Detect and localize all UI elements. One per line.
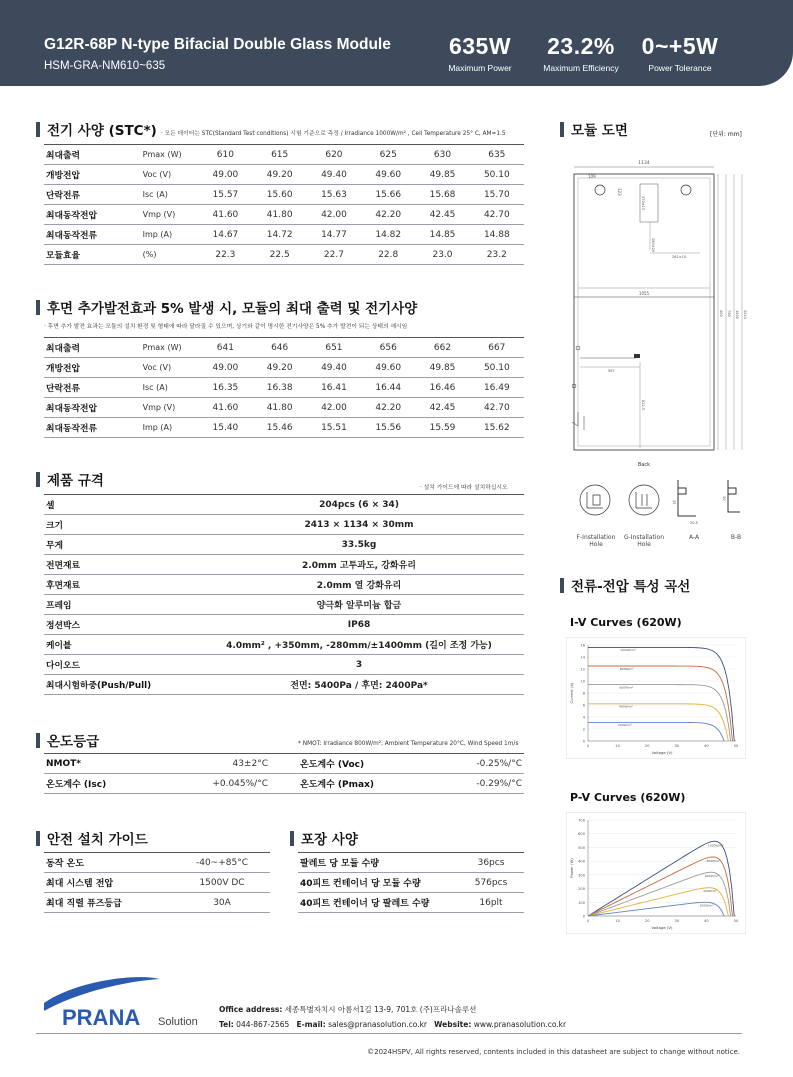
header-banner	[0, 0, 793, 86]
table-row	[44, 378, 524, 398]
row-unit: (%)	[141, 245, 199, 265]
svg-text:822.5: 822.5	[641, 400, 645, 411]
svg-text:35: 35	[672, 500, 676, 505]
row-label: 개방전압	[44, 358, 141, 378]
y-tick-label: 10	[580, 679, 585, 684]
svg-text:400: 400	[719, 310, 723, 317]
iv-chart	[566, 637, 746, 759]
value-cell: 656	[361, 338, 415, 358]
y-tick-label: 14	[580, 655, 585, 660]
row-unit: Imp (A)	[141, 418, 199, 438]
x-tick-label: 40	[704, 744, 709, 748]
value-cell: 14.82	[361, 225, 415, 245]
svg-text:Solution: Solution	[158, 1016, 198, 1028]
safety-section-heading: 안전 설치 가이드	[36, 828, 148, 848]
value-cell: 625	[361, 145, 415, 165]
row-unit: Voc (V)	[141, 358, 199, 378]
value-cell: 49.40	[307, 165, 361, 185]
value-cell: 14.88	[470, 225, 524, 245]
bifacial-note: · 후면 추가 발전 효과는 모듈의 설치 환경 및 형태에 따라 달라질 수 있으며, 상기와 같이 명시한 전기사양은 5% 추가 발전이 되는 상태의 예시임	[44, 324, 408, 330]
row-label: 무게	[44, 535, 194, 555]
y-tick-label: 2	[582, 727, 585, 732]
bifacial-spec-table	[44, 337, 524, 438]
row-value: 양극화 알루미늄 합금	[194, 595, 524, 615]
value-cell: 49.85	[415, 358, 469, 378]
row-value: 2.0mm 열 강화유리	[194, 575, 524, 595]
table-row	[44, 615, 524, 635]
g-hole-detail	[629, 485, 659, 515]
electrical-spec-table	[44, 144, 524, 265]
row-label: 크기	[44, 515, 194, 535]
value-cell: 49.00	[198, 358, 252, 378]
row-label: 후면재료	[44, 575, 194, 595]
value-cell: 635	[470, 145, 524, 165]
series-label: 200W/m²	[699, 903, 714, 908]
pv-chart	[566, 812, 746, 934]
x-tick-label: 10	[615, 919, 620, 923]
y-tick-label: 200	[578, 887, 585, 892]
email-link[interactable]: sales@pranasolution.co.kr	[328, 1020, 427, 1029]
row-label: 전면재료	[44, 555, 194, 575]
value-cell: 15.66	[361, 185, 415, 205]
f-hole-detail	[580, 485, 610, 515]
value-cell: 41.80	[253, 398, 307, 418]
x-tick-label: 30	[674, 919, 680, 923]
row-unit: Voc (V)	[141, 165, 199, 185]
value-cell: 662	[415, 338, 469, 358]
y-tick-label: 600	[578, 832, 585, 837]
value-cell: 15.62	[470, 418, 524, 438]
g-hole-label: G-Installation Hole	[623, 534, 665, 548]
footer-divider	[36, 1033, 742, 1034]
svg-text:PRANA: PRANA	[62, 1005, 141, 1030]
svg-text:261±10: 261±10	[672, 255, 687, 259]
value-cell: 42.45	[415, 398, 469, 418]
product-model: HSM-GRA-NM610~635	[44, 60, 166, 72]
y-tick-label: 6	[582, 703, 585, 708]
value-cell: 42.00	[307, 205, 361, 225]
table-row: 40피트 컨테이너 당 팔레트 수량 16plt	[298, 893, 524, 913]
f-hole-label: F-Installation Hole	[576, 534, 616, 548]
row-label: 최대시험하중(Push/Pull)	[44, 675, 194, 695]
value-cell: 49.60	[361, 165, 415, 185]
series-label: 600W/m²	[704, 873, 719, 878]
aa-label: A-A	[688, 534, 700, 541]
x-axis-label: Voltage (V)	[651, 750, 673, 755]
spec-max-power: 635W Maximum Power	[448, 33, 512, 73]
table-row	[44, 185, 524, 205]
value-cell: 49.40	[307, 358, 361, 378]
series-label: 1000W/m²	[620, 648, 636, 653]
section-b-b	[722, 480, 740, 512]
table-row	[44, 555, 524, 575]
table-row	[44, 165, 524, 185]
svg-text:567: 567	[608, 369, 615, 373]
value-cell: 49.60	[361, 358, 415, 378]
value-cell: 15.70	[470, 185, 524, 205]
electrical-section-heading: 전기 사양 (STC*) · 모든 데이터는 STC(Standard Test conditions) 시험 기준으로 측정 / Irradiance 1000W/m² , Cell Temperature 25° C, AM=1.5	[36, 119, 506, 139]
row-label: 정션박스	[44, 615, 194, 635]
table-row	[44, 245, 524, 265]
y-axis-label: Power (W)	[569, 858, 574, 878]
temperature-table	[44, 753, 524, 794]
value-cell: 15.51	[307, 418, 361, 438]
series-label: 800W/m²	[706, 858, 721, 863]
value-cell: 16.44	[361, 378, 415, 398]
table-row	[44, 575, 524, 595]
value-cell: 23.0	[415, 245, 469, 265]
row-label: 프레임	[44, 595, 194, 615]
table-row	[44, 495, 524, 515]
y-tick-label: 100	[578, 900, 585, 905]
section-a-a	[672, 480, 698, 525]
series-label: 200W/m²	[617, 723, 632, 728]
x-tick-label: 0	[586, 919, 590, 923]
value-cell: 15.46	[253, 418, 307, 438]
spec-max-efficiency: 23.2% Maximum Efficiency	[543, 33, 619, 73]
x-axis-label: Voltage (V)	[651, 925, 673, 930]
value-cell: 620	[307, 145, 361, 165]
drawing-unit: [단위: mm]	[710, 131, 742, 138]
value-cell: 50.10	[470, 165, 524, 185]
product-section-heading: 제품 규격	[36, 469, 104, 489]
value-cell: 42.20	[361, 205, 415, 225]
value-cell: 651	[307, 338, 361, 358]
website-link[interactable]: www.pranasolution.co.kr	[473, 1020, 567, 1029]
row-unit: Isc (A)	[141, 378, 199, 398]
svg-text:1055: 1055	[638, 291, 650, 296]
value-cell: 16.35	[198, 378, 252, 398]
series-label: 1000W/m²	[707, 843, 724, 848]
value-cell: 667	[470, 338, 524, 358]
y-tick-label: 400	[578, 859, 585, 864]
back-label: Back	[637, 462, 651, 468]
row-label: 다이오드	[44, 655, 194, 675]
table-row: 40피트 컨테이너 당 모듈 수량 576pcs	[298, 873, 524, 893]
svg-text:30: 30	[722, 496, 726, 501]
value-cell: 15.56	[361, 418, 415, 438]
value-cell: 49.20	[253, 358, 307, 378]
table-row	[44, 418, 524, 438]
value-cell: 14.85	[415, 225, 469, 245]
svg-text:370±15: 370±15	[641, 196, 645, 211]
value-cell: 14.77	[307, 225, 361, 245]
value-cell: 22.7	[307, 245, 361, 265]
series-label: 800W/m²	[619, 666, 634, 671]
value-cell: 16.46	[415, 378, 469, 398]
row-value: IP68	[194, 615, 524, 635]
y-tick-label: 300	[578, 873, 585, 878]
x-tick-label: 20	[644, 744, 650, 748]
footer-contact: Tel: 044-867-2565 E-mail: sales@pranasolution.co.kr Website: www.pranasolution.co.kr	[219, 1020, 567, 1029]
row-label: 최대출력	[44, 338, 141, 358]
value-cell: 16.41	[307, 378, 361, 398]
table-row: 최대 시스템 전압 1500V DC	[44, 873, 270, 893]
bifacial-section-heading: 후면 추가발전효과 5% 발생 시, 모듈의 최대 출력 및 전기사양	[36, 297, 417, 317]
x-tick-label: 50	[733, 919, 739, 923]
spec-power-tolerance: 0~+5W Power Tolerance	[641, 33, 719, 73]
footer-address: Office address: 세종특별자치시 아름서1길 13-9, 701호 (주)프라나솔루션	[219, 1005, 477, 1014]
row-unit: Imp (A)	[141, 225, 199, 245]
row-label: 최대동작전압	[44, 398, 141, 418]
packing-table	[298, 852, 524, 913]
value-cell: 50.10	[470, 358, 524, 378]
table-row	[44, 205, 524, 225]
table-row	[44, 398, 524, 418]
y-tick-label: 0	[582, 914, 585, 919]
x-tick-label: 20	[644, 919, 650, 923]
value-cell: 42.45	[415, 205, 469, 225]
value-cell: 641	[198, 338, 252, 358]
value-cell: 14.67	[198, 225, 252, 245]
row-label: 최대동작전류	[44, 225, 141, 245]
table-row: 최대 직렬 퓨즈등급 30A	[44, 893, 270, 913]
table-row	[44, 338, 524, 358]
table-row	[44, 515, 524, 535]
value-cell: 14.72	[253, 225, 307, 245]
row-unit: Pmax (W)	[141, 145, 199, 165]
row-value: 전면: 5400Pa / 후면: 2400Pa*	[194, 675, 524, 695]
product-title: G12R-68P N-type Bifacial Double Glass Module	[44, 36, 391, 53]
series-label: 600W/m²	[619, 685, 634, 690]
row-value: 2413 × 1134 × 30mm	[194, 515, 524, 535]
packing-section-heading: 포장 사양	[290, 828, 358, 848]
value-cell: 41.60	[198, 205, 252, 225]
y-axis-label: Current (A)	[569, 682, 574, 704]
value-cell: 22.3	[198, 245, 252, 265]
value-cell: 646	[253, 338, 307, 358]
x-tick-label: 40	[704, 919, 709, 923]
y-tick-label: 4	[582, 715, 585, 720]
table-row: 동작 온도 -40~+85°C	[44, 853, 270, 873]
svg-text:790: 790	[727, 310, 731, 317]
value-cell: 42.70	[470, 398, 524, 418]
temperature-note: * NMOT: Irradiance 800W/m², Ambient Temperature 20°C, Wind Speed 1m/s	[298, 741, 519, 747]
value-cell: 15.63	[307, 185, 361, 205]
table-row	[44, 675, 524, 695]
svg-text:20.5: 20.5	[690, 521, 698, 525]
y-tick-label: 0	[582, 739, 585, 744]
svg-text:123: 123	[617, 188, 622, 196]
row-value: 2.0mm 고투과도, 강화유리	[194, 555, 524, 575]
safety-table	[44, 852, 270, 913]
value-cell: 22.8	[361, 245, 415, 265]
series-label: 400W/m²	[618, 704, 633, 709]
row-label: 최대출력	[44, 145, 141, 165]
chart-frame	[566, 637, 746, 759]
value-cell: 23.2	[470, 245, 524, 265]
series-label: 400W/m²	[703, 888, 717, 893]
value-cell: 22.5	[253, 245, 307, 265]
x-tick-label: 0	[586, 744, 590, 748]
svg-text:280±20: 280±20	[651, 238, 655, 253]
table-row	[44, 635, 524, 655]
table-row: 팔레트 당 모듈 수량 36pcs	[298, 853, 524, 873]
row-label: 최대동작전류	[44, 418, 141, 438]
product-note: · 설치 가이드에 따라 설치하십시오	[420, 485, 508, 491]
table-row	[44, 595, 524, 615]
module-drawing	[560, 150, 755, 550]
y-tick-label: 16	[580, 643, 585, 648]
x-tick-label: 30	[674, 744, 680, 748]
y-tick-label: 12	[580, 667, 585, 672]
y-tick-label: 500	[578, 845, 585, 850]
row-label: 단락전류	[44, 378, 141, 398]
y-tick-label: 700	[578, 818, 585, 823]
x-tick-label: 50	[733, 744, 739, 748]
table-row	[44, 225, 524, 245]
row-label: 셀	[44, 495, 194, 515]
pv-chart-title: P-V Curves (620W)	[570, 791, 686, 804]
dim-width: 1134	[638, 161, 650, 166]
prana-logo	[36, 975, 216, 1035]
value-cell: 16.38	[253, 378, 307, 398]
row-unit: Vmp (V)	[141, 398, 199, 418]
row-value: 204pcs (6 × 34)	[194, 495, 524, 515]
table-row	[44, 145, 524, 165]
row-unit: Pmax (W)	[141, 338, 199, 358]
x-tick-label: 10	[615, 744, 620, 748]
value-cell: 15.68	[415, 185, 469, 205]
value-cell: 49.00	[198, 165, 252, 185]
temperature-section-heading: 온도등급	[36, 730, 99, 750]
row-label: 단락전류	[44, 185, 141, 205]
value-cell: 15.59	[415, 418, 469, 438]
row-unit: Isc (A)	[141, 185, 199, 205]
y-tick-label: 8	[582, 691, 585, 696]
value-cell: 41.60	[198, 398, 252, 418]
value-cell: 49.85	[415, 165, 469, 185]
row-label: 케이블	[44, 635, 194, 655]
table-row	[44, 535, 524, 555]
copyright: ©2024HSPV, All rights reserved, contents included in this datasheet are subject to change without notice.	[367, 1048, 740, 1056]
value-cell: 41.80	[253, 205, 307, 225]
value-cell: 615	[253, 145, 307, 165]
table-row: 온도계수 (Isc) +0.045%/°C 온도계수 (Pmax) -0.29%/°C	[44, 774, 524, 794]
iv-chart-title: I-V Curves (620W)	[570, 616, 682, 629]
value-cell: 15.57	[198, 185, 252, 205]
value-cell: 42.70	[470, 205, 524, 225]
value-cell: 630	[415, 145, 469, 165]
product-spec-table	[44, 494, 524, 695]
value-cell: 610	[198, 145, 252, 165]
value-cell: 15.40	[198, 418, 252, 438]
svg-text:1400: 1400	[735, 310, 739, 319]
row-value: 3	[194, 655, 524, 675]
value-cell: 16.49	[470, 378, 524, 398]
table-row	[44, 655, 524, 675]
row-label: 최대동작전압	[44, 205, 141, 225]
svg-text:109: 109	[588, 174, 596, 179]
row-unit: Vmp (V)	[141, 205, 199, 225]
curves-section-heading: 전류-전압 특성 곡선	[560, 575, 690, 595]
drawing-section-heading: 모듈 도면	[560, 119, 628, 139]
value-cell: 15.60	[253, 185, 307, 205]
value-cell: 42.00	[307, 398, 361, 418]
table-row	[44, 358, 524, 378]
svg-text:2413: 2413	[743, 310, 747, 319]
value-cell: 42.20	[361, 398, 415, 418]
row-value: 33.5kg	[194, 535, 524, 555]
bb-label: B-B	[730, 534, 742, 541]
row-label: 개방전압	[44, 165, 141, 185]
value-cell: 49.20	[253, 165, 307, 185]
row-label: 모듈효율	[44, 245, 141, 265]
row-value: 4.0mm² , +350mm, -280mm/±1400mm (길이 조정 가능)	[194, 635, 524, 655]
table-row: NMOT* 43±2°C 온도계수 (Voc) -0.25%/°C	[44, 754, 524, 774]
